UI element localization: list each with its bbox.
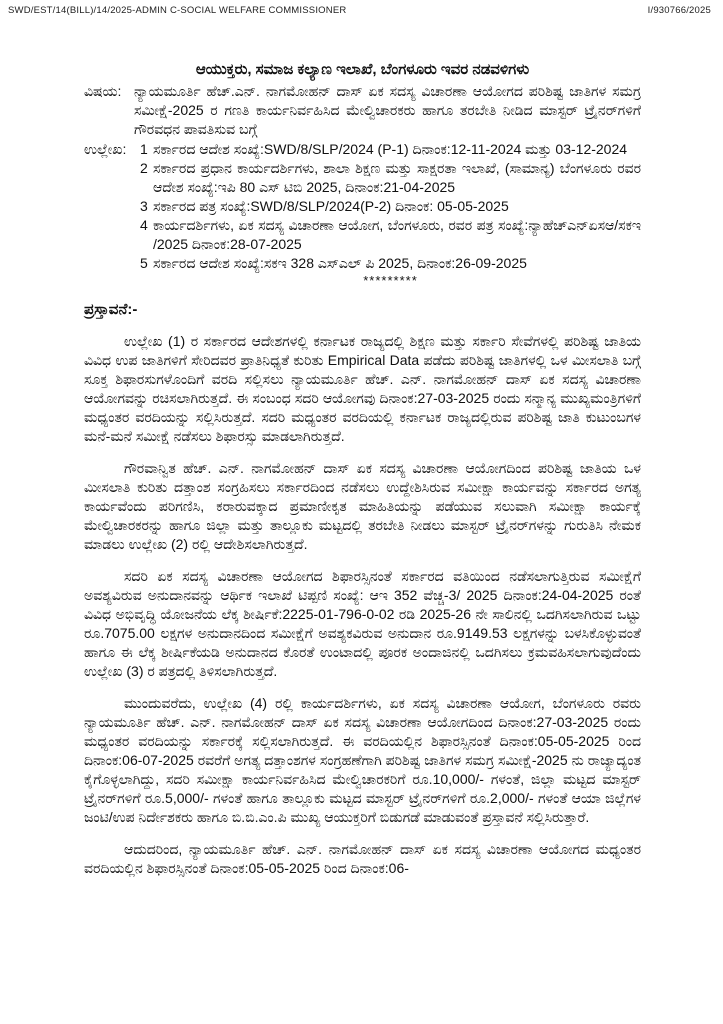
file-number: SWD/EST/14(BILL)/14/2025-ADMIN C-SOCIAL WELFARE COMMISSIONER <box>8 5 347 16</box>
asterisk-separator: ********* <box>363 273 418 288</box>
document-id: I/930766/2025 <box>647 5 711 16</box>
page-title: ಆಯುಕ್ತರು, ಸಮಾಜ ಕಲ್ಯಾಣ ಇಲಾಖೆ, ಬೆಂಗಳೂರು ಇವರ ನಡವಳಿಗಳು <box>195 61 530 78</box>
body-paragraph-3: ಸದರಿ ಏಕ ಸದಸ್ಯ ವಿಚಾರಣಾ ಆಯೋಗದ ಶಿಫಾರಸ್ಸಿನಂತೆ ಸರ್ಕಾರದ ವತಿಯಿಂದ ನಡೆಸಲಾಗುತ್ತಿರುವ ಸಮೀಕ್ಷೆಗೆ ಅವಶ್ಯವಿರುವ ಅನುದಾನವನ್ನು ಆರ್ಥಿಕ ಇಲಾಖೆ ಟಿಪ್ಪಣಿ ಸಂಖ್ಯೆ: ಆಇ 352 ವೆಚ್ಚ-3/ 2025 ದಿನಾಂಕ:24-04-2025 ರಂತೆ ವಿವಿಧ ಅಭಿವೃದ್ಧಿ ಯೋಜನೆಯ ಲೆಕ್ಕ ಶೀರ್ಷಿಕೆ:2225-01-796-0-02 ರಡಿ 2025-26 ನೇ ಸಾಲಿನಲ್ಲಿ ಒದಗಿಸಲಾಗಿರುವ ಒಟ್ಟು ರೂ.7075.00 ಲಕ್ಷಗಳ ಅನುದಾನದಿಂದ ಸಮೀಕ್ಷೆಗೆ ಅವಶ್ಯಕವಿರುವ ಅನುದಾನ ರೂ.9149.53 ಲಕ್ಷಗಳನ್ನು ಬಳಸಿಕೊಳ್ಳುವಂತೆ ಹಾಗೂ ಈ ಲೆಕ್ಕ ಶೀರ್ಷಿಕೆಯಡಿ ಅನುದಾನದ ಕೊರತೆ ಉಂಟಾದಲ್ಲಿ ಪೂರಕ ಅಂದಾಜಿನಲ್ಲಿ ಒದಗಿಸಲು ಕ್ರಮವಹಿಸಲಾಗುವುದೆಂದು ಉಲ್ಲೇಖ (3) ರ ಪತ್ರದಲ್ಲಿ ತಿಳಿಸಲಾಗಿರುತ್ತದೆ. <box>84 568 641 679</box>
subject-label: ವಿಷಯ: <box>84 83 122 99</box>
subject-block <box>84 82 641 139</box>
reference-text: ಕಾರ್ಯದರ್ಶಿಗಳು, ಏಕ ಸದಸ್ಯ ವಿಚಾರಣಾ ಆಯೋಗ, ಬೆಂಗಳೂರು, ರವರ ಪತ್ರ ಸಂಖ್ಯೆ:ನ್ಯಾಹೆಚ್‌ಎನ್‌ಏಸಆ/ಸಕಇ /2025 ದಿನಾಂಕ:28-07-2025 <box>153 217 641 252</box>
references-label: ಉಲ್ಲೇಖ: <box>84 141 127 157</box>
reference-number: 2 <box>140 160 148 176</box>
reference-text: ಸರ್ಕಾರದ ಪತ್ರ ಸಂಖ್ಯೆ:SWD/8/SLP/2024(P-2) ದಿನಾಂಕ: 05-05-2025 <box>153 198 509 214</box>
reference-item <box>140 197 641 216</box>
reference-item <box>140 140 641 159</box>
subject-text: ನ್ಯಾಯಮೂರ್ತಿ ಹೆಚ್.ಎನ್. ನಾಗಮೋಹನ್ ದಾಸ್ ಏಕ ಸದಸ್ಯ ವಿಚಾರಣಾ ಆಯೋಗದ ಪರಿಶಿಷ್ಟ ಜಾತಿಗಳ ಸಮಗ್ರ ಸಮೀಕ್ಷೆ-2025 ರ ಗಣತಿ ಕಾರ್ಯನಿರ್ವಹಿಸಿದ ಮೇಲ್ವಿಚಾರಕರು ಹಾಗೂ ತರಬೇತಿ ನೀಡಿದ ಮಾಸ್ಟರ್ ಟ್ರೈನರ್‌ಗಳಿಗೆ ಗೌರವಧನ ಪಾವತಿಸುವ ಬಗ್ಗೆ <box>134 83 641 137</box>
reference-item <box>140 254 641 273</box>
preamble-heading: ಪ್ರಸ್ತಾವನೆ:- <box>84 301 138 318</box>
reference-text: ಸರ್ಕಾರದ ಆದೇಶ ಸಂಖ್ಯೆ:SWD/8/SLP/2024 (P-1) ದಿನಾಂಕ:12-11-2024 ಮತ್ತು 03-12-2024 <box>153 141 628 157</box>
body-paragraph-4: ಮುಂದುವರೆದು, ಉಲ್ಲೇಖ (4) ರಲ್ಲಿ ಕಾರ್ಯದರ್ಶಿಗಳು, ಏಕ ಸದಸ್ಯ ವಿಚಾರಣಾ ಆಯೋಗ, ಬೆಂಗಳೂರು ರವರು ನ್ಯಾಯಮೂರ್ತಿ ಹೆಚ್. ಎನ್. ನಾಗಮೋಹನ್ ದಾಸ್ ಏಕ ಸದಸ್ಯ ವಿಚಾರಣಾ ಆಯೋಗದಿಂದ ದಿನಾಂಕ:27-03-2025 ರಂದು ಮಧ್ಯಂತರ ವರದಿಯನ್ನು ಸರ್ಕಾರಕ್ಕೆ ಸಲ್ಲಿಸಲಾಗಿರುತ್ತದೆ. ಈ ವರದಿಯಲ್ಲಿನ ಶಿಫಾರಸ್ಸಿನಂತೆ ದಿನಾಂಕ:05-05-2025 ರಿಂದ ದಿನಾಂಕ:06-07-2025 ರವರೆಗೆ ಅಗತ್ಯ ದತ್ತಾಂಶಗಳ ಸಂಗ್ರಹಣೆಗಾಗಿ ಪರಿಶಿಷ್ಟ ಜಾತಿಗಳ ಸಮಗ್ರ ಸಮೀಕ್ಷೆ-2025 ನು ರಾಜ್ಯಾದ್ಯಂತ ಕೈಗೊಳ್ಳಲಾಗಿದ್ದು, ಸದರಿ ಸಮೀಕ್ಷಾ ಕಾರ್ಯನಿರ್ವಹಿಸಿದ ಮೇಲ್ವಿಚಾರಕರಿಗೆ ರೂ.10,000/- ಗಳಂತೆ, ಜಿಲ್ಲಾ ಮಟ್ಟದ ಮಾಸ್ಟರ್ ಟ್ರೈನರ್‌ಗಳಿಗೆ ರೂ.5,000/- ಗಳಂತೆ ಹಾಗೂ ತಾಲ್ಲೂಕು ಮಟ್ಟದ ಮಾಸ್ಟರ್ ಟ್ರೈನರ್‌ಗಳಿಗೆ ರೂ.2,000/- ಗಳಂತೆ ಆಯಾ ಜಿಲ್ಲೆಗಳ ಜಂಟಿ/ಉಪ ನಿರ್ದೇಶಕರು ಹಾಗೂ ಬಿ.ಬಿ.ಎಂ.ಪಿ ಮುಖ್ಯ ಆಯುಕ್ತರಿಗೆ ಬಿಡುಗಡೆ ಮಾಡುವಂತೆ ಪ್ರಸ್ತಾವನೆ ಸಲ್ಲಿಸಿರುತ್ತಾರೆ. <box>84 695 641 825</box>
file-reference-header <box>0 0 723 16</box>
document-body <box>84 60 641 878</box>
reference-item <box>140 159 641 197</box>
reference-item <box>140 216 641 254</box>
reference-text: ಸರ್ಕಾರದ ಆದೇಶ ಸಂಖ್ಯೆ:ಸಕಇ 328 ಎಸ್‌ಎಲ್ ಪಿ 2025, ದಿನಾಂಕ:26-09-2025 <box>153 255 527 271</box>
references-block <box>84 140 641 292</box>
body-paragraph-2: ಗೌರವಾನ್ವಿತ ಹೆಚ್. ಎನ್. ನಾಗಮೋಹನ್ ದಾಸ್ ಏಕ ಸದಸ್ಯ ವಿಚಾರಣಾ ಆಯೋಗದಿಂದ ಪರಿಶಿಷ್ಟ ಜಾತಿಯ ಒಳ ಮೀಸಲಾತಿ ಕುರಿತು ದತ್ತಾಂಶ ಸಂಗ್ರಹಿಸಲು ಸರ್ಕಾರದಿಂದ ನಡೆಸಲು ಉದ್ದೇಶಿಸಿರುವ ಸಮೀಕ್ಷಾ ಕಾರ್ಯವನ್ನು ಸರ್ಕಾರದ ಅಗತ್ಯ ಕಾರ್ಯವೆಂದು ಪರಿಗಣಿಸಿ, ಕರಾರುವಕ್ಕಾದ ಪ್ರಮಾಣೀಕೃತ ಮಾಹಿತಿಯನ್ನು ಪಡೆಯುವ ಸಲುವಾಗಿ ಸಮೀಕ್ಷಾ ಕಾರ್ಯಕ್ಕೆ ಮೇಲ್ವಿಚಾರಕರನ್ನು ಹಾಗೂ ಜಿಲ್ಲಾ ಮತ್ತು ತಾಲ್ಲೂಕು ಮಟ್ಟದಲ್ಲಿ ತರಬೇತಿ ನೀಡಲು ಮಾಸ್ಟರ್ ಟ್ರೈನರ್‌ಗಳನ್ನು ಗುರುತಿಸಿ ನೇಮಕ ಮಾಡಲು ಉಲ್ಲೇಖ (2) ರಲ್ಲಿ ಆದೇಶಿಸಲಾಗಿರುತ್ತದೆ. <box>84 460 641 552</box>
reference-number: 1 <box>140 141 148 157</box>
reference-number: 5 <box>140 255 148 271</box>
body-paragraph-1: ಉಲ್ಲೇಖ (1) ರ ಸರ್ಕಾರದ ಆದೇಶಗಳಲ್ಲಿ ಕರ್ನಾಟಕ ರಾಜ್ಯದಲ್ಲಿ ಶಿಕ್ಷಣ ಮತ್ತು ಸರ್ಕಾರಿ ಸೇವೆಗಳಲ್ಲಿ ಪರಿಶಿಷ್ಟ ಜಾತಿಯ ವಿವಿಧ ಉಪ ಜಾತಿಗಳಿಗೆ ಸೇರಿದವರ ಪ್ರಾತಿನಿಧ್ಯತೆ ಕುರಿತು Empirical Data ಪಡೆದು ಪರಿಶಿಷ್ಟ ಜಾತಿಗಳಲ್ಲಿ ಒಳ ಮೀಸಲಾತಿ ಬಗ್ಗೆ ಸೂಕ್ತ ಶಿಫಾರಸುಗಳೊಂದಿಗೆ ವರದಿ ಸಲ್ಲಿಸಲು ನ್ಯಾಯಮೂರ್ತಿ ಹೆಚ್. ಎನ್. ನಾಗಮೋಹನ್ ದಾಸ್ ಏಕ ಸದಸ್ಯ ವಿಚಾರಣಾ ಆಯೋಗವನ್ನು ರಚಿಸಲಾಗಿರುತ್ತದೆ. ಈ ಸಂಬಂಧ ಸದರಿ ಆಯೋಗವು ದಿನಾಂಕ:27-03-2025 ರಂದು ಸನ್ಮಾನ್ಯ ಮುಖ್ಯಮಂತ್ರಿಗಳಿಗೆ ಮಧ್ಯಂತರ ವರದಿಯನ್ನು ಸಲ್ಲಿಸಿರುತ್ತದೆ. ಸದರಿ ಮಧ್ಯಂತರ ವರದಿಯಲ್ಲಿ ಕರ್ನಾಟಕ ರಾಜ್ಯದಲ್ಲಿರುವ ಪರಿಶಿಷ್ಟ ಜಾತಿ ಕುಟುಂಬಗಳ ಮನೆ-ಮನೆ ಸಮೀಕ್ಷೆ ನಡೆಸಲು ಶಿಫಾರಸ್ಸು ಮಾಡಲಾಗಿರುತ್ತದೆ. <box>84 333 641 444</box>
body-paragraph-5: ಆದುದರಿಂದ, ನ್ಯಾಯಮೂರ್ತಿ ಹೆಚ್. ಎನ್. ನಾಗಮೋಹನ್ ದಾಸ್ ಏಕ ಸದಸ್ಯ ವಿಚಾರಣಾ ಆಯೋಗದ ಮಧ್ಯಂತರ ವರದಿಯಲ್ಲಿನ ಶಿಫಾರಸ್ಸಿನಂತೆ ದಿನಾಂಕ:05-05-2025 ರಿಂದ ದಿನಾಂಕ:06- <box>84 841 641 876</box>
reference-number: 4 <box>140 217 148 233</box>
reference-number: 3 <box>140 198 148 214</box>
references-list <box>140 140 641 292</box>
reference-text: ಸರ್ಕಾರದ ಪ್ರಧಾನ ಕಾರ್ಯದರ್ಶಿಗಳು, ಶಾಲಾ ಶಿಕ್ಷಣ ಮತ್ತು ಸಾಕ್ಷರತಾ ಇಲಾಖೆ, (ಸಾಮಾನ್ಯ) ಬೆಂಗಳೂರು ರವರ ಆದೇಶ ಸಂಖ್ಯೆ:ಇಪಿ 80 ಎಸ್ ಟಿಬಿ 2025, ದಿನಾಂಕ:21-04-2025 <box>153 160 641 195</box>
